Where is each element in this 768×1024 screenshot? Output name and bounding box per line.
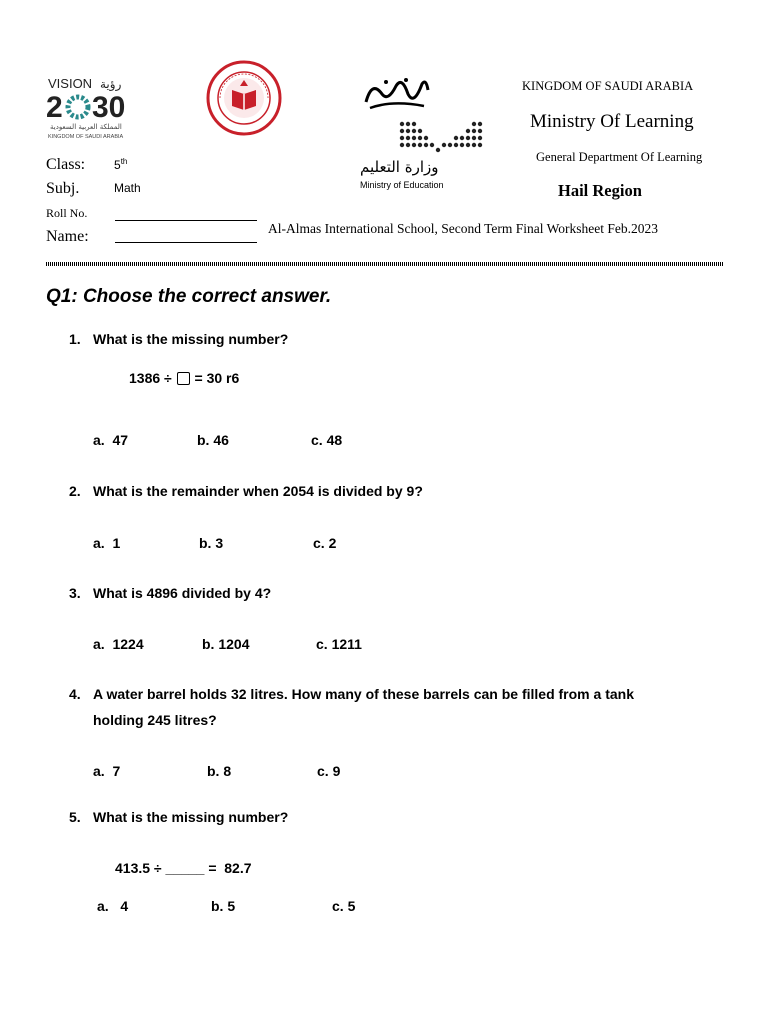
school-seal-logo: [206, 60, 282, 136]
question-3-text: What is 4896 divided by 4?: [93, 585, 272, 601]
roll-number-label: Roll No.: [46, 206, 88, 220]
question-5-text: What is the missing number?: [93, 809, 289, 825]
question-4-text: A water barrel holds 32 litres. How many of these barrels can be filled from a tank: [93, 686, 634, 702]
section-heading: Q1: Choose the correct answer.: [46, 286, 332, 307]
question-1-expression: [129, 370, 239, 386]
name-field[interactable]: [115, 242, 257, 243]
question-1-number: 1.: [69, 331, 81, 347]
expression-right: = 30 r6: [190, 370, 240, 386]
question-2-number: 2.: [69, 483, 81, 499]
general-department: General Department Of Learning: [536, 150, 703, 164]
option-b[interactable]: b. 1204: [202, 636, 250, 652]
name-label: Name:: [46, 228, 89, 245]
option-c[interactable]: c. 5: [332, 898, 356, 914]
svg-text:المملكة العربية السعودية: المملكة العربية السعودية: [50, 123, 122, 131]
header-divider: [46, 262, 724, 266]
option-b[interactable]: b. 46: [197, 432, 229, 448]
vision-2030-logo: [46, 75, 146, 143]
answer-box[interactable]: [177, 372, 190, 385]
region-name: Hail Region: [558, 181, 642, 200]
option-a[interactable]: a. 1224: [93, 636, 144, 652]
option-a[interactable]: a. 1: [93, 535, 121, 551]
svg-text:30: 30: [92, 91, 126, 124]
ministry-title: Ministry Of Learning: [530, 111, 694, 132]
expression-left: 1386 ÷: [129, 370, 176, 386]
question-4-text-continued: holding 245 litres?: [93, 712, 217, 728]
class-number: 5: [114, 158, 121, 172]
svg-text:2: 2: [46, 91, 63, 124]
kingdom-title: KINGDOM OF SAUDI ARABIA: [522, 79, 694, 93]
subject-label: Subj.: [46, 180, 80, 197]
question-5-expression: 413.5 ÷ _____ = 82.7: [115, 860, 252, 876]
ministry-of-education-logo: [398, 120, 484, 156]
option-c[interactable]: c. 2: [313, 535, 337, 551]
option-b[interactable]: b. 5: [211, 898, 236, 914]
option-c[interactable]: c. 9: [317, 763, 341, 779]
basmala-calligraphy: [362, 72, 432, 112]
question-1-text: What is the missing number?: [93, 331, 289, 347]
class-label: Class:: [46, 156, 86, 173]
ministry-arabic-name: وزارة التعليم: [360, 158, 439, 176]
worksheet-title: Al-Almas International School, Second Term Final Worksheet Feb.2023: [268, 221, 659, 236]
question-2-text: What is the remainder when 2054 is divided by 9?: [93, 483, 423, 499]
class-value: [114, 157, 127, 172]
svg-text:رؤية: رؤية: [100, 77, 122, 91]
option-a[interactable]: a. 7: [93, 763, 121, 779]
option-b[interactable]: b. 8: [207, 763, 232, 779]
option-c[interactable]: c. 48: [311, 432, 343, 448]
subject-value: Math: [114, 181, 141, 195]
question-4-number: 4.: [69, 686, 81, 702]
question-3-number: 3.: [69, 585, 81, 601]
svg-text:VISION: VISION: [48, 76, 93, 91]
svg-text:KINGDOM OF SAUDI ARABIA: KINGDOM OF SAUDI ARABIA: [48, 134, 124, 140]
question-5-number: 5.: [69, 809, 81, 825]
class-suffix: th: [120, 157, 128, 166]
option-b[interactable]: b. 3: [199, 535, 224, 551]
option-a[interactable]: a. 4: [97, 898, 129, 914]
option-c[interactable]: c. 1211: [316, 636, 362, 652]
option-a[interactable]: a. 47: [93, 432, 129, 448]
roll-number-field[interactable]: [115, 220, 257, 221]
ministry-english-name: Ministry of Education: [360, 180, 444, 190]
